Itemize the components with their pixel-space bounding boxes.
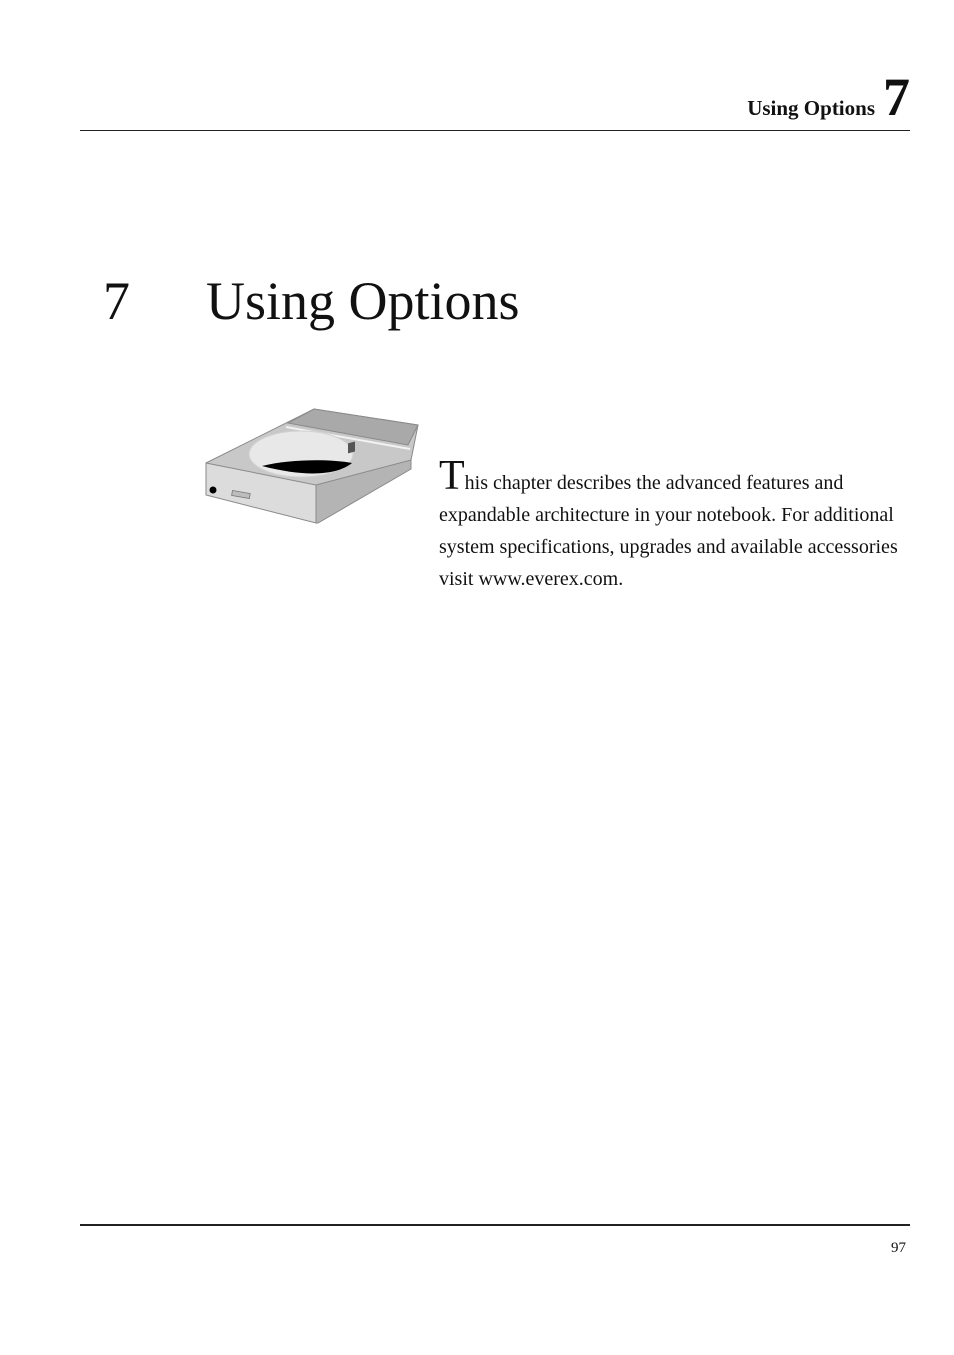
header-divider	[80, 130, 910, 131]
drop-cap: T	[439, 453, 465, 499]
page-number: 97	[891, 1240, 906, 1256]
running-header	[0, 67, 910, 127]
chapter-heading	[103, 272, 520, 331]
chapter-intro-paragraph	[439, 455, 909, 595]
chapter-title: Using Options	[206, 271, 520, 331]
chapter-number: 7	[103, 271, 130, 331]
running-header-chapter-number: 7	[883, 67, 910, 127]
intro-text: his chapter describes the advanced features and expandable architecture in your notebook. For additional system specifications, upgrades and available accessories visit www.everex.com.	[439, 472, 898, 590]
footer-divider	[80, 1224, 910, 1226]
external-drive-icon	[200, 405, 422, 527]
running-header-title: Using Options	[747, 96, 875, 120]
